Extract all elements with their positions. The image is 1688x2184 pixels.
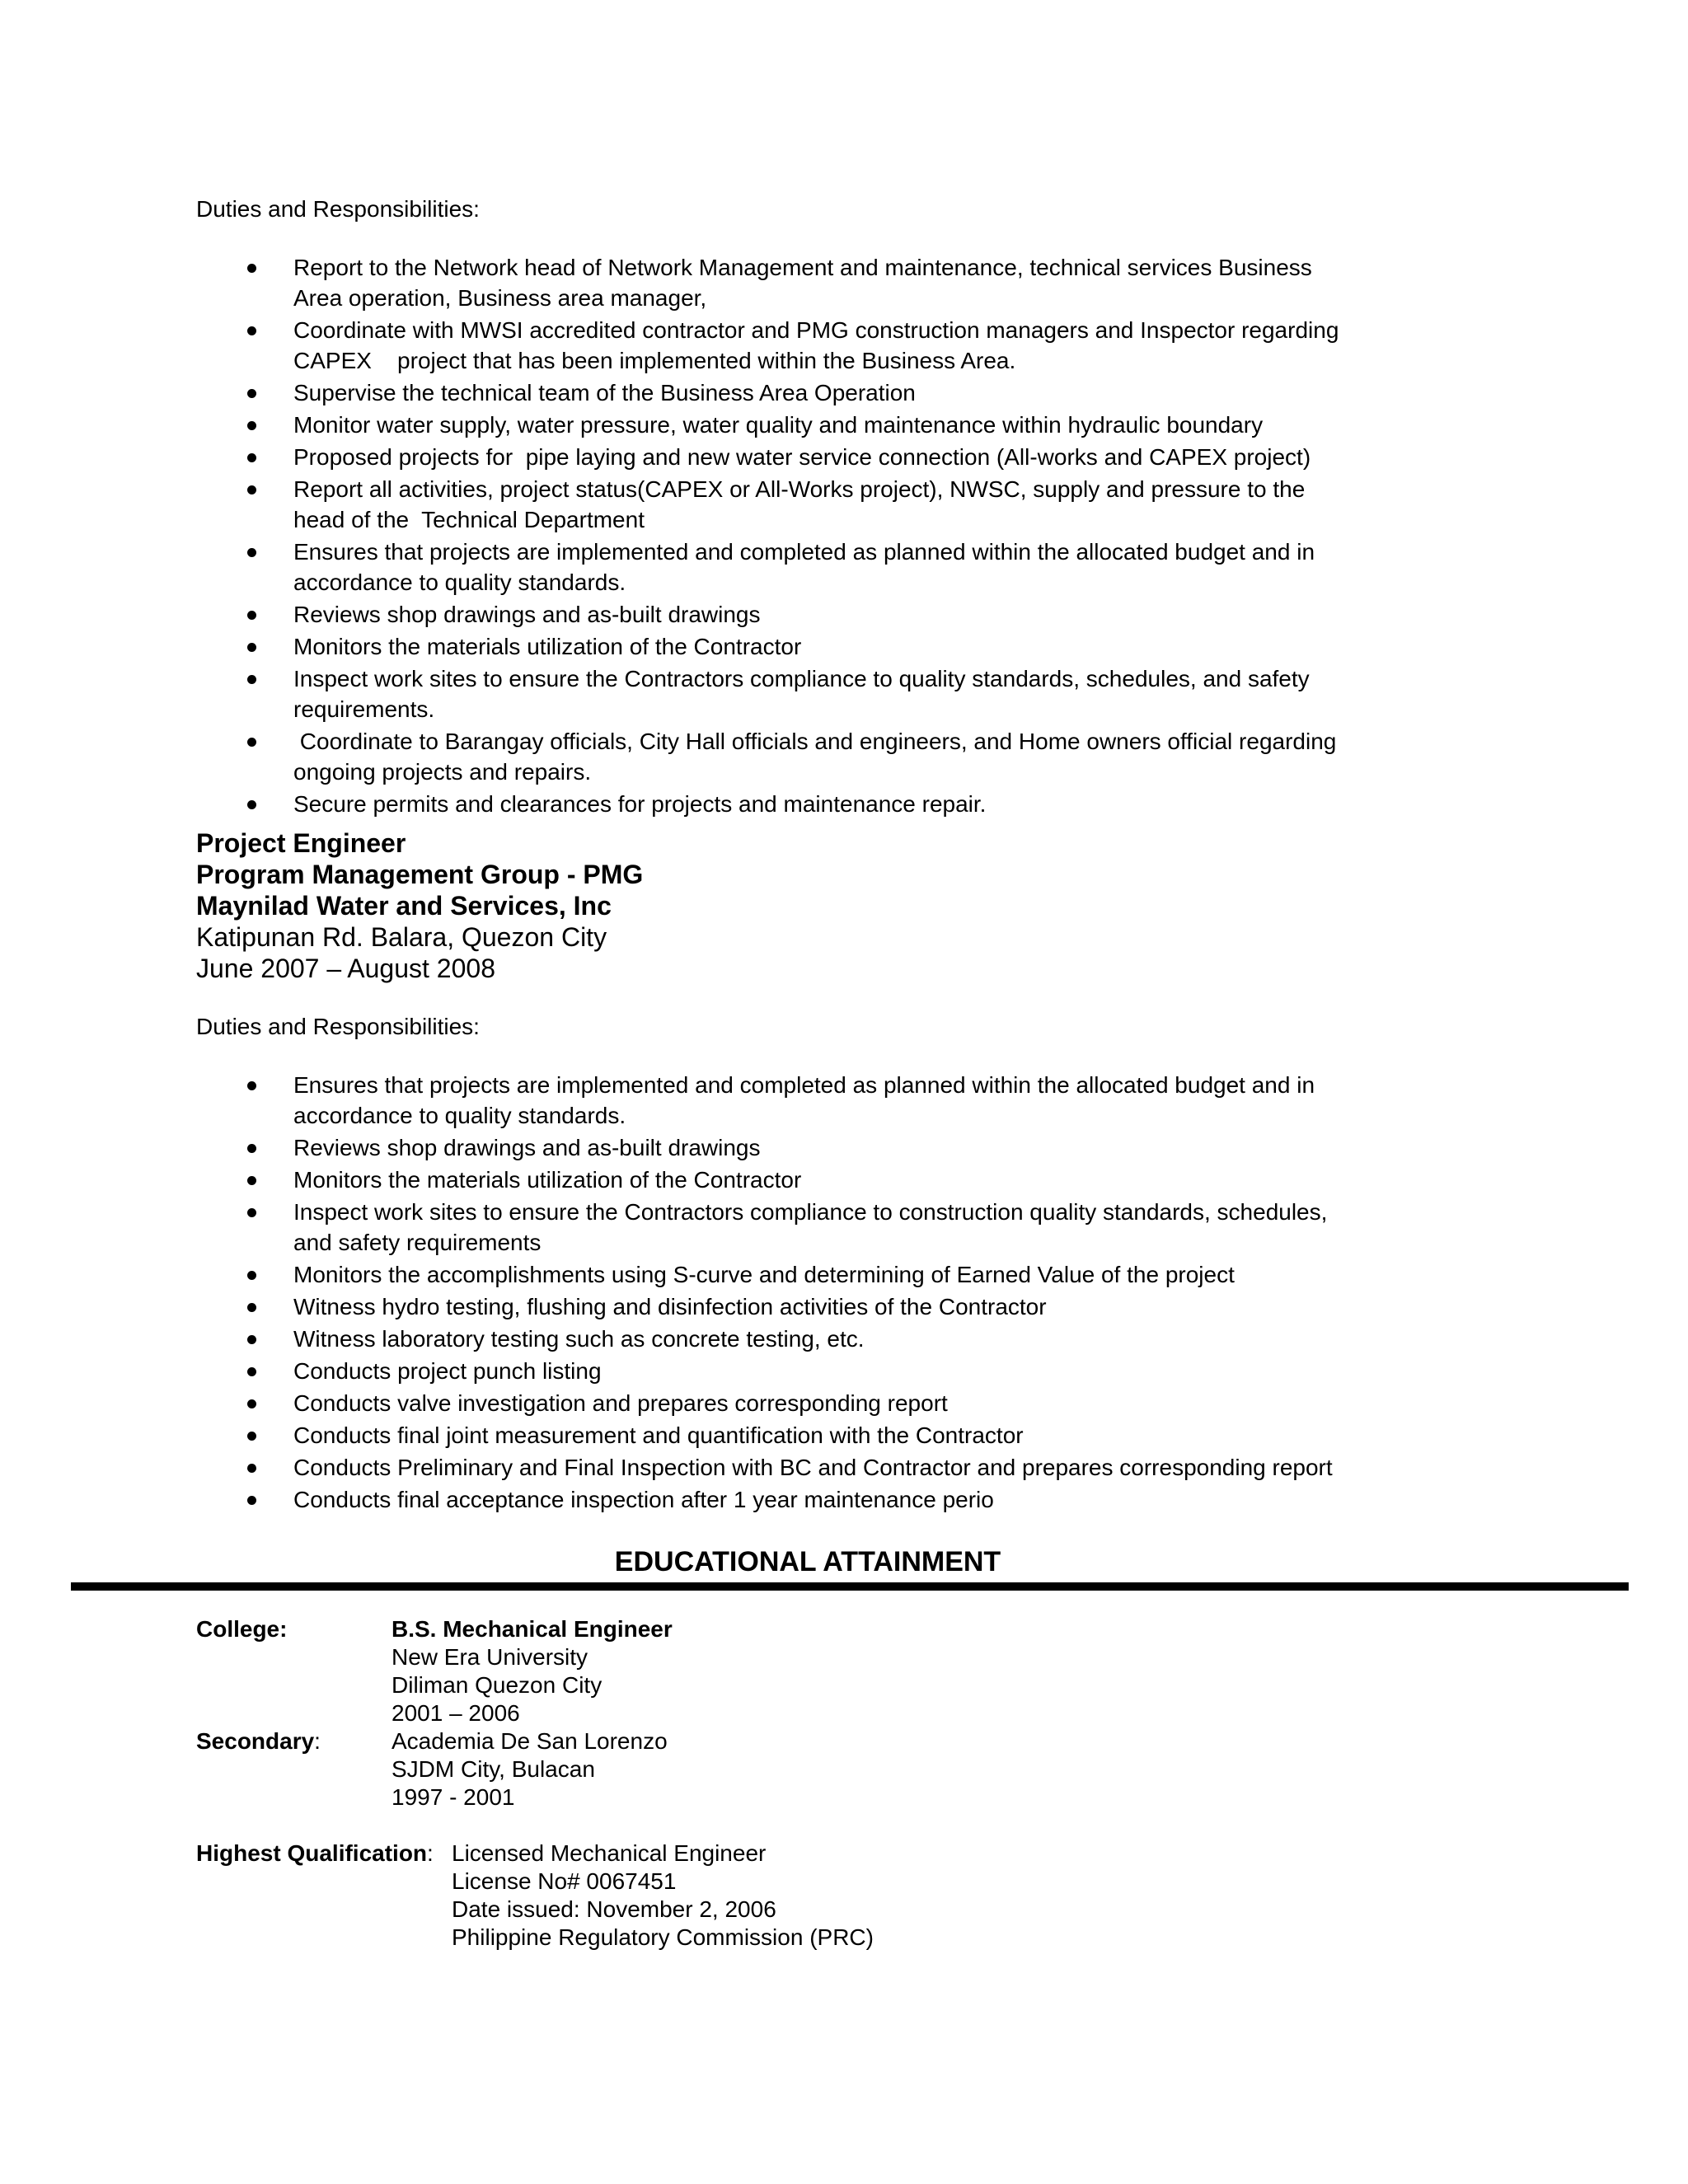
duty-item (196, 1291, 1449, 1322)
duty-line: Conducts valve investigation and prepares corresponding report (293, 1390, 948, 1416)
duties-list-1 (196, 252, 1449, 821)
education-title: EDUCATIONAL ATTAINMENT (614, 1546, 1001, 1577)
bullet-icon (247, 421, 256, 430)
duty-line: and safety requirements (293, 1230, 542, 1255)
section-divider (71, 1582, 1629, 1591)
qualification-label: Highest Qualification: (196, 1840, 434, 1866)
duty-line: Monitor water supply, water pressure, water quality and maintenance within hydraulic boundary (293, 412, 1264, 438)
highest-qualification (196, 1840, 874, 1950)
duty-line: Witness laboratory testing such as concrete testing, etc. (293, 1326, 865, 1352)
bullet-icon (247, 389, 256, 398)
duty-line: Ensures that projects are implemented and completed as planned within the allocated budget and in (293, 1072, 1315, 1098)
job-period: June 2007 – August 2008 (196, 954, 495, 983)
qualification-license: License No# 0067451 (452, 1868, 677, 1894)
secondary-label: Secondary: (196, 1728, 321, 1754)
college-years: 2001 – 2006 (392, 1700, 520, 1726)
duty-item (196, 252, 1449, 313)
bullet-icon (247, 1432, 256, 1441)
bullet-icon (247, 1081, 256, 1090)
duty-item (196, 410, 1449, 440)
bullet-icon (247, 485, 256, 494)
bullet-icon (247, 548, 256, 557)
bullet-icon (247, 800, 256, 809)
duty-line: Area operation, Business area manager, (293, 285, 707, 311)
duty-item (196, 377, 1449, 408)
qualification-title: Licensed Mechanical Engineer (452, 1840, 767, 1866)
duty-item (196, 1484, 1449, 1515)
duty-line: requirements. (293, 696, 435, 722)
duty-line: head of the Technical Department (293, 507, 645, 532)
duty-line: Report all activities, project status(CAPEX or All-Works project), NWSC, supply and pressure to the (293, 476, 1306, 502)
bullet-icon (247, 1496, 256, 1505)
duty-item (196, 1070, 1449, 1131)
duty-item (196, 1324, 1449, 1354)
bullet-icon (247, 1399, 256, 1408)
bullet-icon (247, 643, 256, 652)
duty-line: Proposed projects for pipe laying and new water service connection (All-works and CAPEX project) (293, 444, 1311, 470)
bullet-icon (247, 1303, 256, 1312)
duty-item (196, 1259, 1449, 1290)
job-entry (196, 827, 643, 984)
secondary-school: Academia De San Lorenzo (392, 1728, 668, 1754)
secondary-location: SJDM City, Bulacan (392, 1756, 595, 1782)
bullet-icon (247, 1176, 256, 1185)
bullet-icon (247, 675, 256, 684)
duty-line: Inspect work sites to ensure the Contractors compliance to quality standards, schedules, and safety (293, 666, 1310, 691)
duty-line: Inspect work sites to ensure the Contractors compliance to construction quality standards, schedules, (293, 1199, 1328, 1225)
duty-line: Conducts Preliminary and Final Inspection with BC and Contractor and prepares corresponding report (293, 1455, 1333, 1480)
duty-item (196, 789, 1449, 819)
duty-line: Reviews shop drawings and as-built drawings (293, 602, 761, 627)
duty-item (196, 1420, 1449, 1451)
job-address: Katipunan Rd. Balara, Quezon City (196, 922, 607, 952)
duty-line: Monitors the materials utilization of the Contractor (293, 634, 802, 659)
duty-line: accordance to quality standards. (293, 569, 626, 595)
duty-item (196, 1356, 1449, 1386)
bullet-icon (247, 1271, 256, 1280)
bullet-icon (247, 1367, 256, 1376)
bullet-icon (247, 326, 256, 335)
duty-item (196, 599, 1449, 630)
duty-item (196, 726, 1449, 787)
duty-line: Coordinate to Barangay officials, City Hall officials and engineers, and Home owners official regarding (293, 729, 1337, 754)
duties-heading: Duties and Responsibilities: (196, 1014, 480, 1039)
duty-line: Conducts final joint measurement and quantification with the Contractor (293, 1422, 1024, 1448)
bullet-icon (247, 1208, 256, 1217)
duty-line: Coordinate with MWSI accredited contractor and PMG construction managers and Inspector regarding (293, 317, 1339, 343)
college-label: College: (196, 1616, 288, 1642)
duty-item (196, 537, 1449, 598)
duty-item (196, 1132, 1449, 1163)
duty-line: ongoing projects and repairs. (293, 759, 592, 785)
bullet-icon (247, 738, 256, 747)
duty-item (196, 442, 1449, 472)
college-location: Diliman Quezon City (392, 1672, 603, 1698)
duty-item (196, 474, 1449, 535)
college-school: New Era University (392, 1644, 588, 1670)
duty-item (196, 1452, 1449, 1483)
bullet-icon (247, 1335, 256, 1344)
duty-line: Report to the Network head of Network Management and maintenance, technical services Business (293, 255, 1312, 280)
duty-line: Monitors the accomplishments using S-curve and determining of Earned Value of the project (293, 1262, 1235, 1287)
duty-line: Secure permits and clearances for projects and maintenance repair. (293, 791, 987, 817)
job-title: Project Engineer (196, 828, 406, 858)
bullet-icon (247, 1464, 256, 1473)
bullet-icon (247, 611, 256, 620)
duty-line: accordance to quality standards. (293, 1103, 626, 1128)
duty-item (196, 1197, 1449, 1258)
duty-item (196, 1165, 1449, 1195)
duty-item (196, 631, 1449, 662)
secondary-years: 1997 - 2001 (392, 1784, 515, 1810)
duty-line: Reviews shop drawings and as-built drawings (293, 1135, 761, 1160)
duty-line: Conducts project punch listing (293, 1358, 602, 1384)
duty-line: Witness hydro testing, flushing and disinfection activities of the Contractor (293, 1294, 1047, 1319)
duty-item (196, 1388, 1449, 1418)
job-group: Program Management Group - PMG (196, 860, 644, 889)
duties-heading: Duties and Responsibilities: (196, 196, 480, 222)
bullet-icon (247, 264, 256, 273)
duty-line: Ensures that projects are implemented and completed as planned within the allocated budget and in (293, 539, 1315, 565)
duty-line: Monitors the materials utilization of the Contractor (293, 1167, 802, 1193)
job-company: Maynilad Water and Services, Inc (196, 891, 612, 921)
college-degree: B.S. Mechanical Engineer (392, 1616, 673, 1642)
bullet-icon (247, 1144, 256, 1153)
duty-line: Conducts final acceptance inspection after 1 year maintenance perio (293, 1487, 994, 1512)
duty-item (196, 663, 1449, 724)
duty-line: CAPEX project that has been implemented within the Business Area. (293, 348, 1016, 373)
qualification-body: Philippine Regulatory Commission (PRC) (452, 1924, 874, 1950)
qualification-date: Date issued: November 2, 2006 (452, 1896, 776, 1922)
duty-line: Supervise the technical team of the Business Area Operation (293, 380, 916, 405)
duty-item (196, 315, 1449, 376)
duties-list-2 (196, 1070, 1449, 1516)
bullet-icon (247, 453, 256, 462)
